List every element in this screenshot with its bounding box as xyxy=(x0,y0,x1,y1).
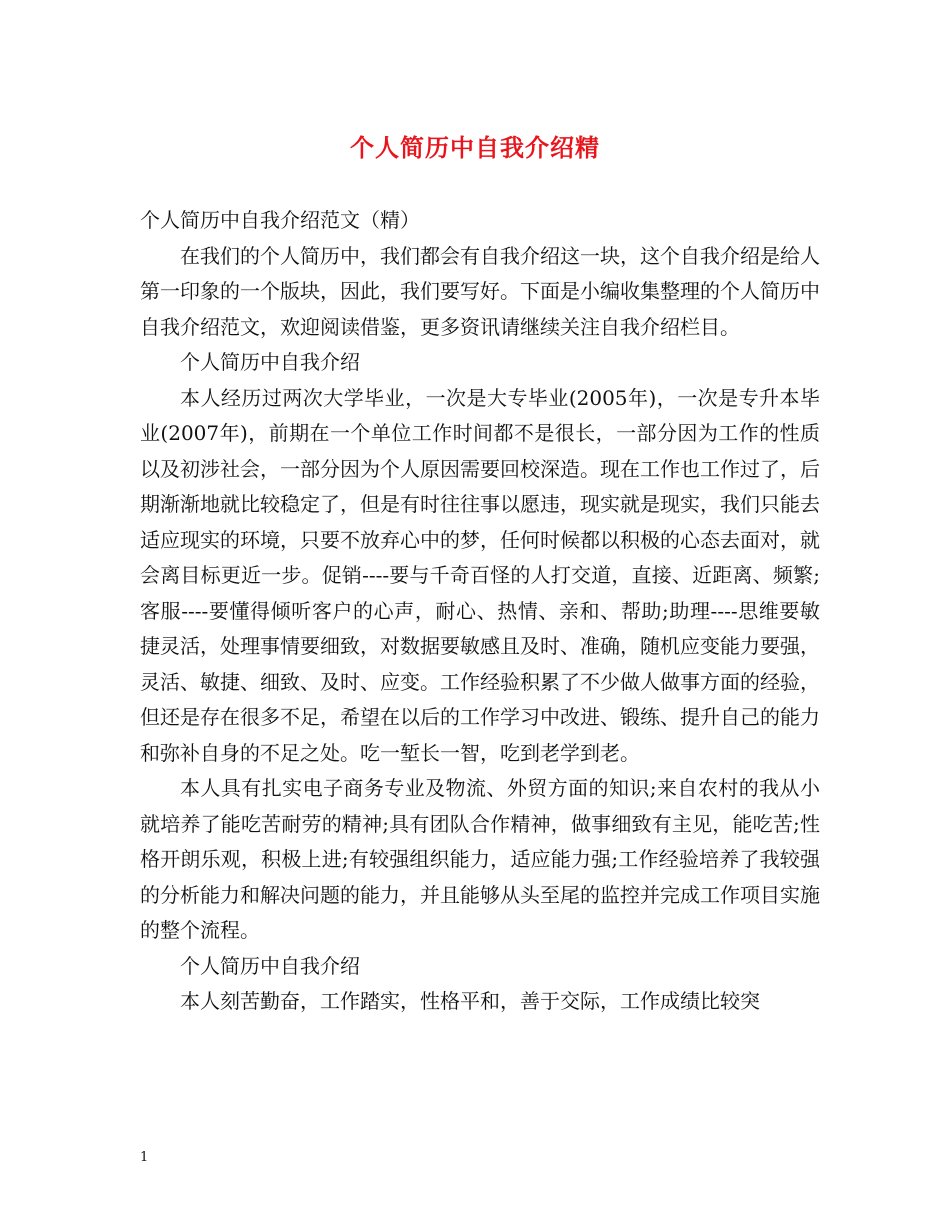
page-number: 1 xyxy=(140,1150,149,1165)
section-heading: 个人简历中自我介绍 xyxy=(180,953,360,978)
paragraph-skills: 本人具有扎实电子商务专业及物流、外贸方面的知识;来自农村的我从小就培养了能吃苦耐劳的精神;具有团队合作精神，做事细致有主见，能吃苦;性格开朗乐观，积极上进;有较强组织能力，适应能力强;工作经验培养了我较强的分析能力和解决问题的能力，并且能够从头至尾的监控并完成工作项目实施的整个流程。 xyxy=(140,776,820,942)
paragraph-intro: 在我们的个人简历中，我们都会有自我介绍这一块，这个自我介绍是给人第一印象的一个版块，因此，我们要写好。下面是小编收集整理的个人简历中自我介绍范文，欢迎阅读借鉴，更多资讯请继续关注自我介绍栏目。 xyxy=(140,243,820,339)
paragraph-experience: 本人经历过两次大学毕业，一次是大专毕业(2005年)，一次是专升本毕业(2007年)，前期在一个单位工作时间都不是很长，一部分因为工作的性质以及初涉社会，一部分因为个人原因需要回校深造。现在工作也工作过了，后期渐渐地就比较稳定了，但是有时往往事以愿违，现实就是现实，我们只能去适应现实的环境，只要不放弃心中的梦，任何时候都以积极的心态去面对，就会离目标更近一步。促销----要与千奇百怪的人打交道，直接、近距离、频繁;客服----要懂得倾听客户的心声，耐心、热情、亲和、帮助;助理----思维要敏捷灵活，处理事情要细致，对数据要敏感且及时、准确，随机应变能力要强，灵活、敏捷、细致、及时、应变。工作经验积累了不少做人做事方面的经验，但还是存在很多不足，希望在以后的工作学习中改进、锻练、提升自己的能力和弥补自身的不足之处。吃一堑长一智，吃到老学到老。 xyxy=(140,385,820,765)
section-heading: 个人简历中自我介绍 xyxy=(180,350,360,374)
document-title: 个人简历中自我介绍精 xyxy=(350,133,600,162)
paragraph-personality: 本人刻苦勤奋，工作踏实，性格平和，善于交际，工作成绩比较突 xyxy=(180,989,760,1013)
document-body xyxy=(140,203,820,1020)
paragraph-subtitle: 个人简历中自我介绍范文（精） xyxy=(140,208,420,232)
